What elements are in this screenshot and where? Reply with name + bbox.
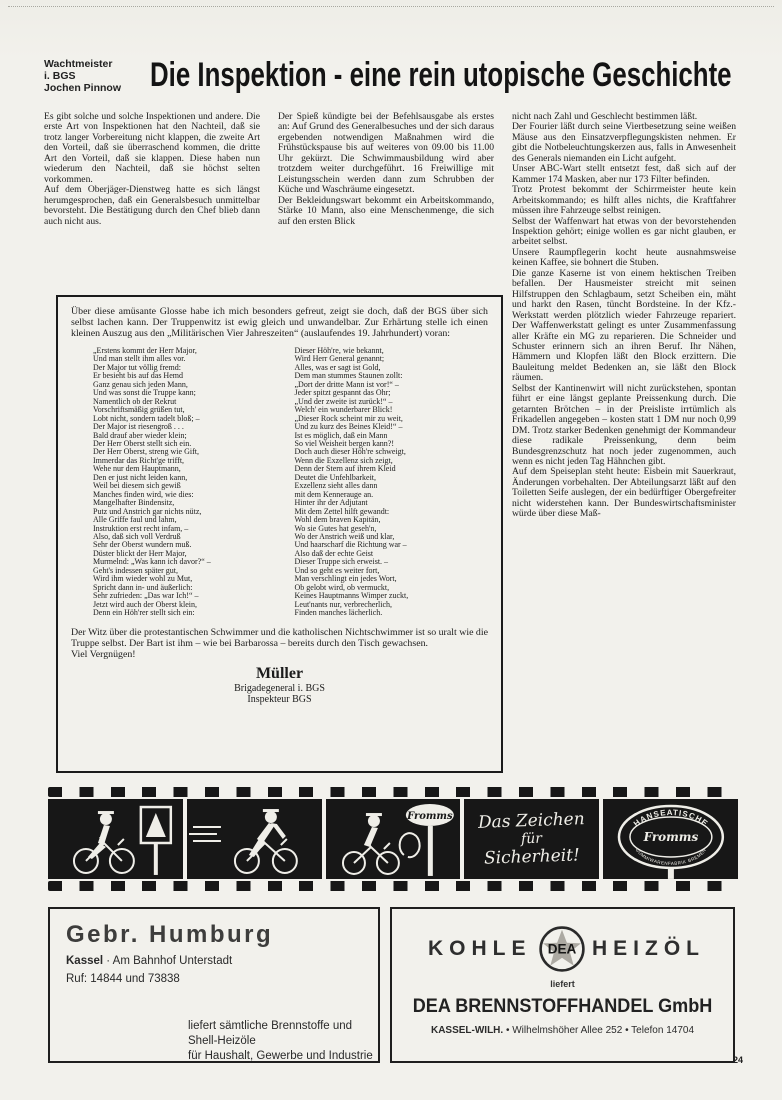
page-number: 24 bbox=[733, 1055, 744, 1065]
badge-center-text: Fromms bbox=[643, 829, 699, 844]
article-column-2 bbox=[278, 112, 494, 227]
humburg-company-name: Gebr. Humburg bbox=[66, 921, 274, 948]
poem-line: „Dieser Rock scheint mir zu weit, bbox=[294, 413, 403, 423]
poem bbox=[93, 347, 488, 618]
badge-top-text: HANSEATISCHE bbox=[632, 808, 711, 829]
poem-line: Wird ihm wieder wohl zu Mut, bbox=[93, 574, 193, 584]
filmstrip-frame-slogan bbox=[464, 799, 599, 879]
paragraph: Es gibt solche und solche Inspektionen und andere. Die erste Art von Inspektionen hat den Nachteil, daß sie trotz langer Vorbereitung nicht klappen, die zweite Art den Vorteil, daß sie überraschend kommen, die dritte Art den Vorteil, daß sie klappen. Diese haben nun wiederum den Nachteil, daß sie höchst selten vorkommen. bbox=[44, 111, 260, 185]
poem-line: Ganz genau sich jeden Mann, bbox=[93, 379, 188, 389]
paragraph: Der Fourier läßt durch seine Viertbesetzung seine weißen Mäuse aus den Einsatzverpflegungskisten nehmen. Er gibt die Notbeleuchtungskerzen aus, falls in Anwesenheit des Generals niemanden ein Licht aufgeht. bbox=[512, 121, 736, 164]
poem-line: Denn ein Höh'rer stellt sich ein: bbox=[93, 608, 195, 618]
paragraph: Der Spieß kündigte bei der Befehlsausgabe als erstes an: Auf Grund des Generalbesuches und der sich daraus ergebenden notwendigen Maßnahmen wird die Frühstückspause bis auf weiteres von 09.00 bis 11.00 Uhr gekürzt. Die Schwimmausbildung wird aber trotzdem weiter durchgeführt. 16 Freiwillige mit Leistungsschein werden dann zum Schrubben der Küche und Waschräume eingesetzt. bbox=[278, 111, 494, 196]
poem-line: So viel Weisheit bergen kann?! bbox=[294, 438, 394, 448]
poem-line: Ist es möglich, daß ein Mann bbox=[294, 430, 388, 440]
poem-line: Und so geht es weiter fort, bbox=[294, 565, 380, 575]
poem-line: Dem man stummes Staunen zollt: bbox=[294, 371, 403, 381]
poem-line: Immerdar das Richt'ge trifft, bbox=[93, 455, 185, 465]
signature-title: Brigadegeneral i. BGS bbox=[234, 682, 325, 694]
poem-line: Den er just nicht leiden kann, bbox=[93, 472, 188, 482]
poem-line: Und man stellt ihm alles vor. bbox=[93, 354, 186, 364]
humburg-ad bbox=[48, 907, 380, 1063]
fromms-badge-illustration bbox=[603, 799, 738, 879]
poem-line: Also, daß sich voll Verdruß bbox=[93, 531, 181, 541]
slogan-line: Das Zeichen bbox=[478, 808, 586, 833]
paragraph: Auf dem Oberjäger-Dienstweg hatte es sich längst herumgesprochen, daß ein Generalsbesuch unmittelbar bevorsteht. Die Bestätigung durch den Chef blieb dann auch nicht aus. bbox=[44, 184, 260, 227]
cyclist-passing-fromms-sign-illustration bbox=[326, 799, 461, 879]
poem-line: Lobt nicht, sondern tadelt bloß; – bbox=[93, 413, 200, 423]
filmstrip-sprocket-holes bbox=[48, 881, 738, 891]
dea-header-row bbox=[392, 909, 733, 973]
poem-line: Manches finden wird, wie dies: bbox=[93, 489, 194, 499]
poem-line: Denn der Stern auf ihrem Kleid bbox=[294, 464, 396, 474]
commentary-closing: Viel Vergnügen! bbox=[71, 648, 136, 660]
humburg-address bbox=[66, 955, 378, 967]
filmstrip-ad bbox=[48, 787, 738, 891]
paragraph: Unsere Raumpflegerin kocht heute ausnahmsweise keinen Kaffee, sie bohnert die Stuben. bbox=[512, 246, 736, 269]
paragraph: Trotz Protest bekommt der Schirrmeister heute kein Arbeitskommando; es hilft alles nichts, die Kraftfahrer müssen ihre Fahrzeuge selbst reinigen. bbox=[512, 184, 736, 217]
commentary-box bbox=[56, 295, 503, 773]
poem-line: Sehr der Oberst wundern muß. bbox=[93, 540, 192, 550]
humburg-phone: Ruf: 14844 und 73838 bbox=[66, 973, 180, 985]
filmstrip-sprocket-holes bbox=[48, 787, 738, 797]
dea-company-name: DEA BRENNSTOFFHANDEL GmbH bbox=[412, 996, 713, 1017]
poem-line: Mangelhafter Bindensitz, bbox=[93, 498, 175, 508]
poem-line: „Erstens kommt der Herr Major, bbox=[93, 346, 197, 355]
poem-line: „Dort der dritte Mann ist vor!“ – bbox=[294, 379, 399, 389]
commentary-intro: Über diese amüsante Glosse habe ich mich besonders gefreut, zeigt sie doch, daß der BGS über sich selbst lachen kann. Der Truppenwitz ist ewig gleich und unwandelbar. Zur Erhärtung stelle ich einen kleinen Auszug aus den „Militärischen Vier Jahreszeiten“ (auslaufendes 19. Jahrhundert) voran: bbox=[71, 306, 488, 339]
poem-line: Doch auch dieser Höh're schweigt, bbox=[294, 447, 406, 457]
poem-line: Mit dem Zettel hilft gewandt: bbox=[294, 506, 390, 516]
poem-line: Alle Griffe faul und lahm, bbox=[93, 515, 177, 525]
poem-line: Namentlich ob der Rekrut bbox=[93, 396, 177, 406]
poem-line: „Und der zweite ist zurück!“ – bbox=[294, 396, 393, 406]
poem-line: Der Herr Oberst, streng wie Gift, bbox=[93, 447, 199, 457]
slogan-line: für bbox=[521, 830, 543, 847]
poem-line: Jeder spitzt gespannt das Ohr; bbox=[294, 388, 391, 398]
poem-line: Er besieht bis auf das Hemd bbox=[93, 371, 183, 381]
humburg-ad-text-line: liefert sämtliche Brennstoffe und Shell-Heizöle bbox=[188, 1020, 353, 1047]
badge-bottom-text: GUMMIWARENFABRIK BREMEN bbox=[634, 847, 708, 866]
poem-line: Instruktion erst recht infam, – bbox=[93, 523, 189, 533]
poem-line: Welch' ein wunderbarer Blick! bbox=[294, 405, 393, 415]
humburg-street: · Am Bahnhof Unterstadt bbox=[106, 955, 233, 967]
article-column-1 bbox=[44, 112, 260, 227]
filmstrip-frame-warning-sign bbox=[48, 799, 183, 879]
poem-line: mit dem Kennerauge an. bbox=[294, 489, 374, 499]
poem-line: Und zu kurz des Beines Kleid!“ – bbox=[294, 422, 403, 432]
poem-line: Bald drauf aber wieder klein; bbox=[93, 430, 187, 440]
fromms-sign-label: Fromms bbox=[406, 811, 453, 823]
poem-line: Wenn die Exzellenz sich zeigt, bbox=[294, 455, 393, 465]
dea-word-kohle: KOHLE bbox=[428, 937, 532, 960]
poem-line: Ob gelobt wird, ob vermuckt, bbox=[294, 582, 390, 592]
poem-line: Wo sie Gutes hat geseh'n, bbox=[294, 523, 377, 533]
article-column-3 bbox=[512, 112, 736, 520]
poem-line: Der Major ist riesengroß . . . bbox=[93, 422, 184, 432]
filmstrip-frame-fromms-sign bbox=[326, 799, 461, 879]
page-title: Die Inspektion - eine rein utopische Geschichte bbox=[150, 56, 732, 94]
scan-artifact-dotted-line bbox=[8, 6, 774, 7]
poem-line: Jetzt wird auch der Oberst klein, bbox=[93, 599, 197, 609]
poem-line: Der Major tut völlig fremd: bbox=[93, 362, 181, 372]
dea-word-heizoel: HEIZÖL bbox=[592, 937, 705, 960]
filmstrip-frame-riding bbox=[187, 799, 322, 879]
poem-line: Wird Herr General genannt; bbox=[294, 354, 385, 364]
dea-address bbox=[392, 1025, 733, 1036]
paragraph: Auf dem Speiseplan steht heute: Eisbein mit Sauerkraut, Änderungen vorbehalten. Der Abteilungsarzt läßt auf den Toiletten Seife auslegen, der ein bedürftiger Obergefreiter nicht widerstehen kann. Der Bundeswirtschaftsminister würde über diese Maß- bbox=[512, 466, 736, 520]
humburg-city: Kassel bbox=[66, 955, 104, 967]
poem-line: Alles, was er sagt ist Gold, bbox=[294, 362, 381, 372]
poem-line: Deutet die Unfehlbarkeit, bbox=[294, 472, 377, 482]
poem-line: Spricht dann in- und äußerlich: bbox=[93, 582, 193, 592]
paragraph: Der Bekleidungswart bekommt ein Arbeitskommando, Stärke 10 Mann, also eine Menschenmenge, die sich auf den ersten Blick bbox=[278, 194, 494, 227]
poem-column-left bbox=[93, 347, 287, 618]
poem-line: Dieser Höh're, wie bekannt, bbox=[294, 346, 384, 355]
filmstrip-frames bbox=[48, 799, 738, 879]
signature-block bbox=[71, 665, 488, 706]
byline-line: i. BGS bbox=[44, 70, 76, 82]
filmstrip-frame-badge bbox=[603, 799, 738, 879]
humburg-ad-text bbox=[188, 1019, 374, 1064]
signature-name: Müller bbox=[255, 664, 304, 682]
poem-line: Geht's indessen später gut, bbox=[93, 565, 178, 575]
poem-line: Murmelnd: „Was kann ich davor?“ – bbox=[93, 557, 211, 567]
poem-line: Wo der Anstrich weiß und klar, bbox=[294, 531, 395, 541]
poem-line: Vorschriftsmäßig grüßen tut, bbox=[93, 405, 185, 415]
dea-address-rest: • Wilhelmshöher Allee 252 • Telefon 14704 bbox=[505, 1025, 695, 1036]
dea-ad bbox=[390, 907, 735, 1063]
poem-line: Man verschlingt ein jedes Wort, bbox=[294, 574, 397, 584]
poem-line: Leut'nants nur, verbrecherlich, bbox=[294, 599, 393, 609]
paragraph: Die ganze Kaserne ist von einem hektischen Treiben befallen. Der Hausmeister streicht mit seinen Hilfstruppen den Schlagbaum, setzt Scheiben ein, mäht und harkt den Rasen, tüncht Bordsteine. In der Kfz.-Werkstatt werden plötzlich wieder Fahrzeuge repariert. Der Waffenwerkstatt gelingt es unter Zusammenfassung aller Kräfte ein MG zu reparieren. Die Schneider und Schuster erinnern sich an ihren Beruf. Ihr Nähen, Hämmern und Klopfen läßt den Block erzittern. Die Bauleitung meldet Bedenken an, sie läßt den Block räumen. bbox=[512, 267, 736, 384]
dea-liefert-label: liefert bbox=[550, 979, 575, 989]
signature-title: Inspekteur BGS bbox=[247, 694, 312, 705]
author-byline bbox=[44, 58, 121, 94]
cyclist-at-warning-sign-illustration bbox=[48, 799, 183, 879]
poem-line: Also daß der echte Geist bbox=[294, 548, 374, 558]
paragraph: Selbst der Waffenwart hat etwas von der bevorstehenden Inspektion gehört; einige wollen es gar nicht glauben, er arbeitet selbst. bbox=[512, 215, 736, 248]
dea-logo bbox=[538, 925, 586, 973]
poem-line: Dieser Truppe sich erweist. – bbox=[294, 557, 389, 567]
paragraph: nicht nach Zahl und Geschlecht bestimmen läßt. bbox=[512, 111, 698, 122]
byline-line: Jochen Pinnow bbox=[44, 82, 122, 94]
poem-line: Der Herr Oberst stellt sich ein. bbox=[93, 438, 192, 448]
poem-column-right bbox=[295, 347, 489, 618]
poem-line: Und haarscharf die Richtung war – bbox=[294, 540, 407, 550]
speeding-cyclist-illustration bbox=[187, 799, 322, 879]
poem-line: Weil bei diesem sich gewiß bbox=[93, 481, 181, 491]
poem-line: Wehe nur dem Hauptmann, bbox=[93, 464, 181, 474]
poem-line: Putz und Anstrich gar nichts nütz, bbox=[93, 506, 202, 516]
poem-line: Hinter ihr der Adjutant bbox=[294, 498, 368, 508]
poem-line: Wohl dem braven Kapitän, bbox=[294, 515, 381, 525]
commentary-outro: Der Witz über die protestantischen Schwimmer und die katholischen Nichtschwimmer ist so uralt wie die Truppe selbst. Der Bart ist ihm – wie bei Barbarossa – bereits durch den Tisch gewachsen. bbox=[71, 626, 488, 649]
poem-line: Düster blickt der Herr Major, bbox=[93, 548, 187, 558]
byline-line: Wachtmeister bbox=[44, 58, 113, 70]
poem-line: Exzellenz sieht alles dann bbox=[294, 481, 378, 491]
poem-line: Sehr zufrieden: „Das war Ich!“ – bbox=[93, 591, 199, 601]
dea-logo-text: DEA bbox=[547, 941, 577, 957]
humburg-ad-text-line: für Haushalt, Gewerbe und Industrie bbox=[188, 1050, 373, 1062]
poem-line: Keines Hauptmanns Wimper zuckt, bbox=[294, 591, 409, 601]
paragraph: Unser ABC-Wart stellt entsetzt fest, daß sich auf der Kammer 174 Masken, aber nur 173 Filter befinden. bbox=[512, 163, 736, 185]
poem-line: Und was sonst die Truppe kann; bbox=[93, 388, 196, 398]
poem-line: Finden manches lächerlich. bbox=[294, 608, 383, 618]
slogan-line: Sicherheit! bbox=[483, 844, 581, 869]
dea-address-city: KASSEL-WILH. bbox=[430, 1025, 504, 1036]
paragraph: Selbst der Kantinenwirt will nicht zurückstehen, spontan führt er eine längst geplante Preissenkung durch. Die getarnten Brötchen – in der Preisliste irrtümlich als Frikadellen angegeben – kosten statt 1 DM nur noch 0,99 DM. Trotz starker Bedenken genehmigt der Kommandeur diese radikale Preissenkung, denn beim Bundesgrenzschutz hat noch jeder zugenommen, auch wenn es nicht jeden Tag Hähnchen gibt. bbox=[512, 382, 736, 467]
